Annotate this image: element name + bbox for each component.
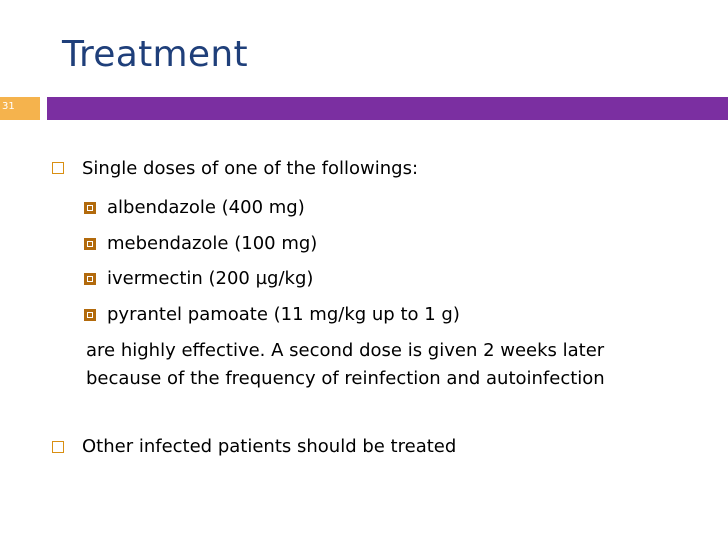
- continuation-text-line-2: because of the frequency of reinfection and autoinfection: [86, 368, 605, 389]
- square-bullet-icon: [52, 441, 64, 453]
- square-bullet-icon: [52, 162, 64, 174]
- slide-title: Treatment: [62, 34, 248, 75]
- slide-number: 31: [2, 101, 15, 112]
- bullet-item-2: Other infected patients should be treated: [82, 436, 457, 457]
- filled-square-bullet-icon: [84, 202, 96, 214]
- sub-bullet-item: pyrantel pamoate (11 mg/kg up to 1 g): [107, 304, 460, 325]
- bullet-item-1: Single doses of one of the followings:: [82, 158, 419, 179]
- sub-bullet-item: ivermectin (200 µg/kg): [107, 268, 314, 289]
- sub-bullet-item: mebendazole (100 mg): [107, 233, 318, 254]
- filled-square-bullet-icon: [84, 273, 96, 285]
- sub-bullet-item: albendazole (400 mg): [107, 197, 305, 218]
- filled-square-bullet-icon: [84, 309, 96, 321]
- continuation-text-line-1: are highly effective. A second dose is given 2 weeks later: [86, 340, 605, 361]
- filled-square-bullet-icon: [84, 238, 96, 250]
